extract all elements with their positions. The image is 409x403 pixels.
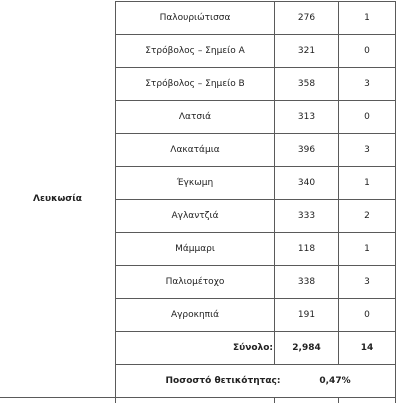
- region-name: Λευκωσία: [33, 194, 82, 204]
- total-tests: 2,984: [292, 343, 321, 353]
- positivity-value: 0,47%: [319, 376, 351, 386]
- tests-cell: 340: [297, 178, 316, 188]
- positivity-label: Ποσοστό θετικότητας:: [165, 376, 281, 386]
- positives-cell: 0: [364, 310, 370, 320]
- positives-cell: 2: [364, 211, 370, 221]
- location-cell: Παλιομέτοχο: [165, 277, 225, 287]
- location-cell: Στρόβολος – Σημείο Α: [145, 46, 245, 56]
- tests-cell: 338: [297, 277, 316, 287]
- tests-cell: 321: [297, 46, 316, 56]
- positives-cell: 1: [364, 178, 370, 188]
- tests-cell: 118: [297, 244, 316, 254]
- tests-cell: 191: [297, 310, 316, 320]
- column-divider: [274, 397, 275, 403]
- total-label: Σύνολο:: [232, 343, 273, 353]
- tests-cell: 276: [297, 13, 316, 23]
- positives-cell: 1: [364, 13, 370, 23]
- location-cell: Λατσιά: [178, 112, 212, 122]
- row-divider: [0, 397, 396, 398]
- positives-cell: 3: [364, 79, 370, 89]
- location-cell: Αγλαντζιά: [171, 211, 219, 221]
- tests-cell: 313: [297, 112, 316, 122]
- positives-cell: 0: [364, 112, 370, 122]
- location-cell: Λακατάμια: [170, 145, 220, 155]
- positives-cell: 0: [364, 46, 370, 56]
- location-cell: Έγκωμη: [176, 178, 214, 188]
- column-divider: [338, 397, 339, 403]
- tests-cell: 358: [297, 79, 316, 89]
- tests-cell: 333: [297, 211, 316, 221]
- column-divider: [395, 1, 396, 403]
- location-cell: Παλουριώτισσα: [159, 13, 231, 23]
- location-cell: Στρόβολος – Σημείο Β: [145, 79, 245, 89]
- location-cell: Μάμμαρι: [175, 244, 215, 254]
- positives-cell: 3: [364, 277, 370, 287]
- positives-cell: 3: [364, 145, 370, 155]
- positives-cell: 1: [364, 244, 370, 254]
- location-cell: Αγροκηπιά: [170, 310, 220, 320]
- total-positives: 14: [360, 343, 374, 353]
- tests-cell: 396: [297, 145, 316, 155]
